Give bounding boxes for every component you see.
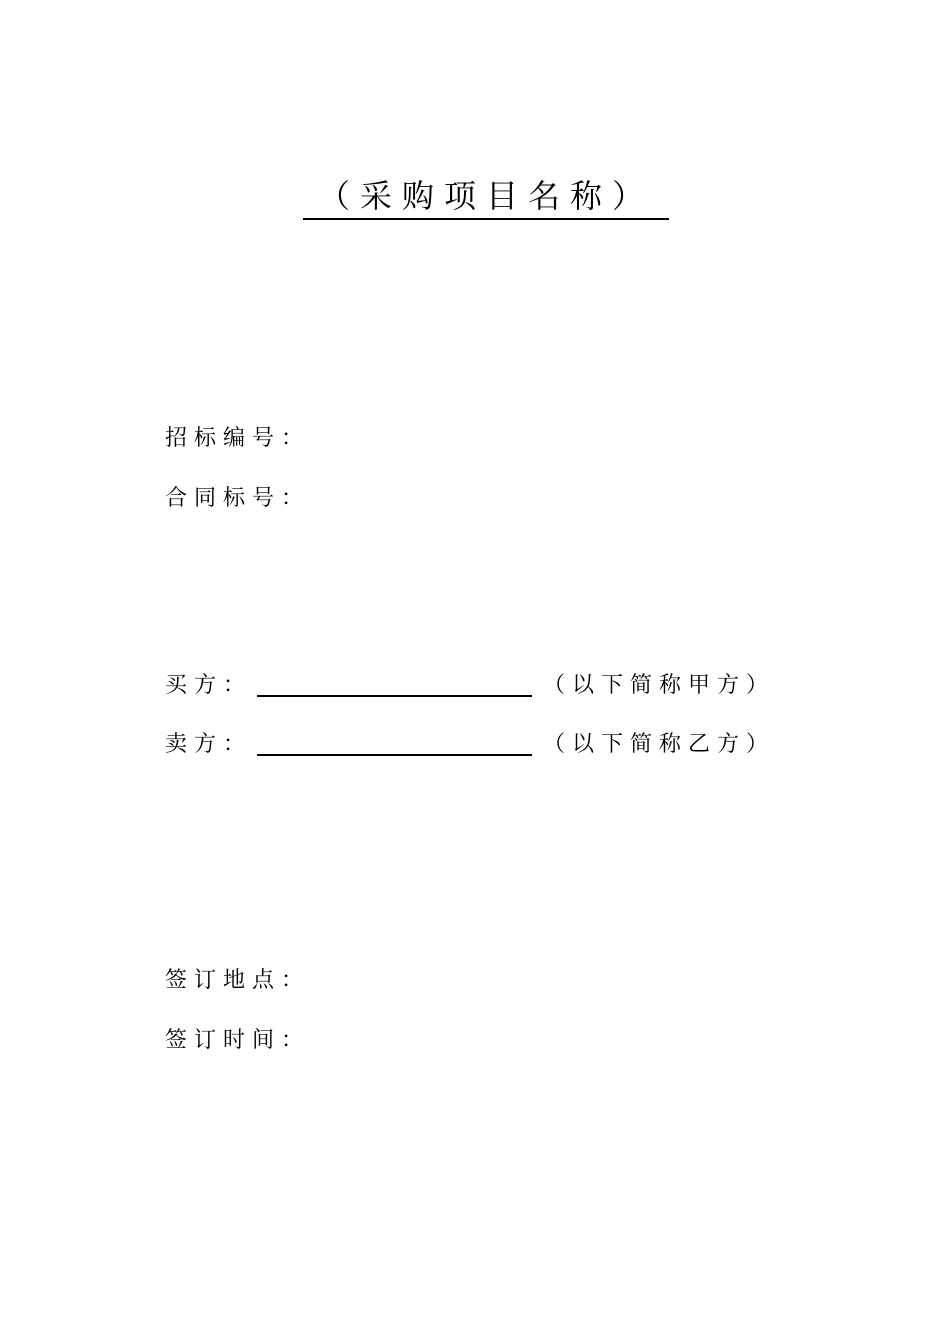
buyer-note: （以下简称甲方） bbox=[543, 673, 776, 698]
signing-place-label: 签订地点： bbox=[165, 968, 311, 993]
contract-number-label: 合同标号： bbox=[165, 486, 311, 511]
buyer-row bbox=[165, 671, 805, 701]
seller-label: 卖方： bbox=[165, 732, 253, 757]
seller-note: （以下简称乙方） bbox=[543, 732, 776, 757]
seller-row bbox=[165, 730, 805, 760]
buyer-label: 买方： bbox=[165, 673, 253, 698]
tender-number-label: 招标编号： bbox=[165, 426, 311, 451]
seller-name-blank bbox=[257, 754, 532, 756]
signing-time-label: 签订时间： bbox=[165, 1028, 311, 1053]
buyer-name-blank bbox=[257, 695, 532, 697]
page-title: （采购项目名称） bbox=[317, 177, 654, 215]
cover-title-block bbox=[303, 176, 669, 220]
